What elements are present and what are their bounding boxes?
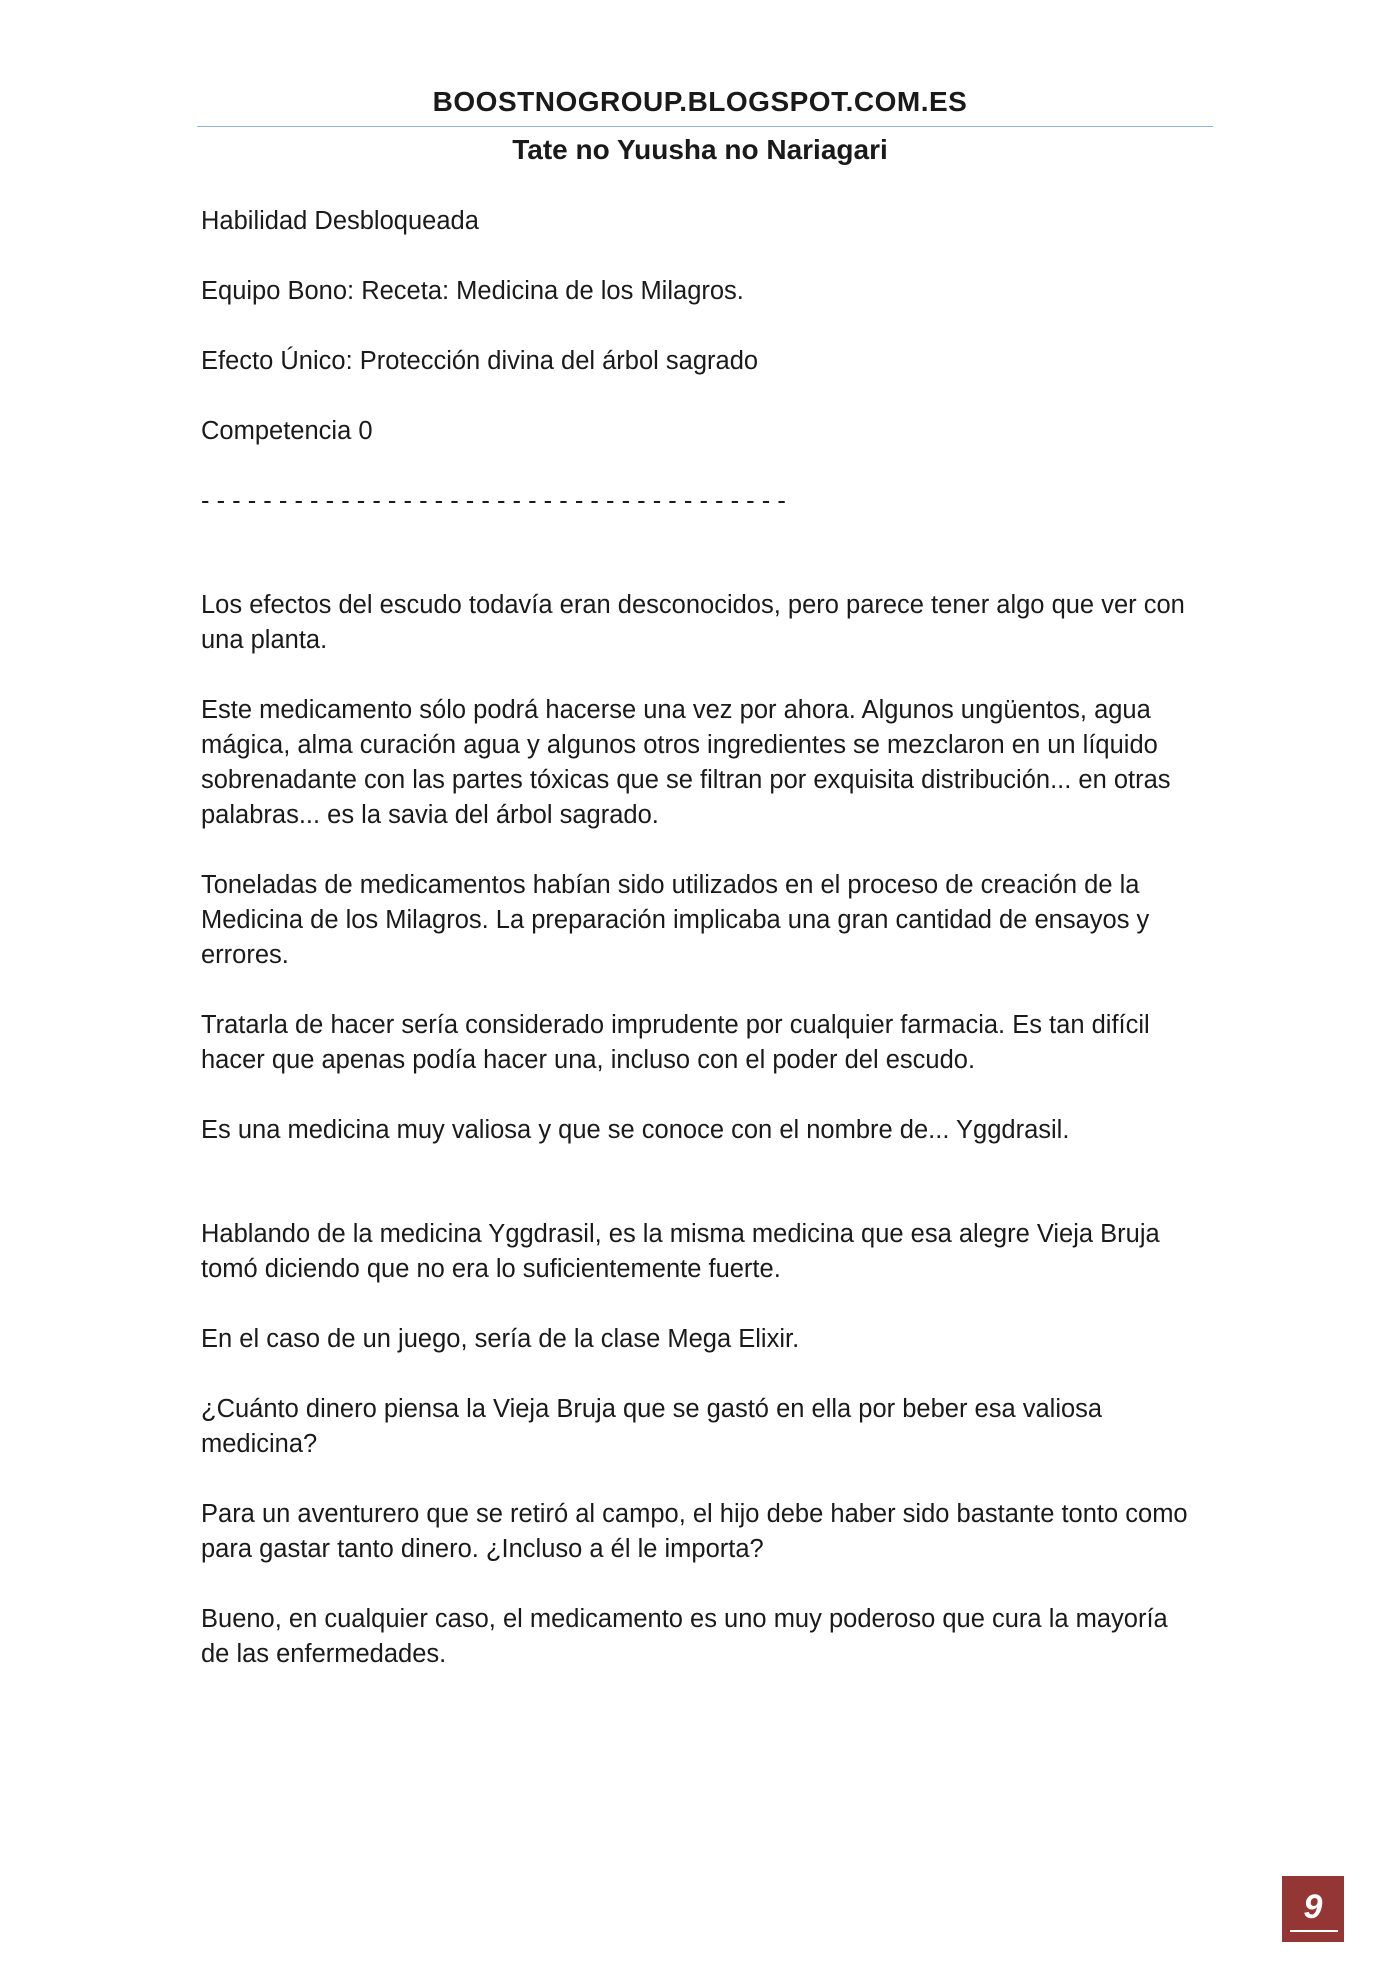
paragraph: Tratarla de hacer sería considerado imprudente por cualquier farmacia. Es tan difícil hacer que apenas podía hacer una, incluso con el poder del escudo. — [201, 1011, 1150, 1074]
competence-line: Competencia 0 — [201, 417, 373, 445]
page-number-badge — [1282, 1876, 1344, 1942]
paragraph: Toneladas de medicamentos habían sido utilizados en el proceso de creación de la Medicina de los Milagros. La preparación implicaba una gran cantidad de ensayos y errores. — [201, 871, 1150, 969]
header-divider — [197, 126, 1213, 127]
paragraph: Bueno, en cualquier caso, el medicamento es uno muy poderoso que cura la mayoría de las enfermedades. — [201, 1605, 1168, 1668]
paragraph: Este medicamento sólo podrá hacerse una vez por ahora. Algunos ungüentos, agua mágica, alma curación agua y algunos otros ingredientes se mezclaron en un líquido sobrenadante con las partes tóxicas que se filtran por exquisita distribución... en otras palabras... es la savia del árbol sagrado. — [201, 696, 1171, 829]
paragraph: Es una medicina muy valiosa y que se conoce con el nombre de... Yggdrasil. — [201, 1116, 1070, 1144]
page-content — [201, 204, 1201, 1672]
dashed-divider: - - - - - - - - - - - - - - - - - - - - - - - - - - - - - - - - - - - - - - — [201, 487, 786, 515]
paragraph: Los efectos del escudo todavía eran desconocidos, pero parece tener algo que ver con una planta. — [201, 591, 1185, 654]
header-site-name: BOOSTNOGROUP.BLOGSPOT.COM.ES — [432, 86, 968, 117]
skill-line: Habilidad Desbloqueada — [201, 207, 479, 235]
paragraph: Hablando de la medicina Yggdrasil, es la misma medicina que esa alegre Vieja Bruja tomó diciendo que no era lo suficientemente fuerte. — [201, 1220, 1160, 1283]
paragraph: Para un aventurero que se retiró al campo, el hijo debe haber sido bastante tonto como para gastar tanto dinero. ¿Incluso a él le importa? — [201, 1500, 1188, 1563]
paragraph: En el caso de un juego, sería de la clase Mega Elixir. — [201, 1325, 800, 1353]
paragraph: ¿Cuánto dinero piensa la Vieja Bruja que se gastó en ella por beber esa valiosa medicina? — [201, 1395, 1103, 1458]
document-title: Tate no Yuusha no Nariagari — [512, 134, 888, 165]
page-number-underline — [1290, 1930, 1338, 1932]
effect-line: Efecto Único: Protección divina del árbol sagrado — [201, 347, 759, 375]
page-number: 9 — [1303, 1888, 1323, 1926]
bonus-line: Equipo Bono: Receta: Medicina de los Milagros. — [201, 277, 744, 305]
